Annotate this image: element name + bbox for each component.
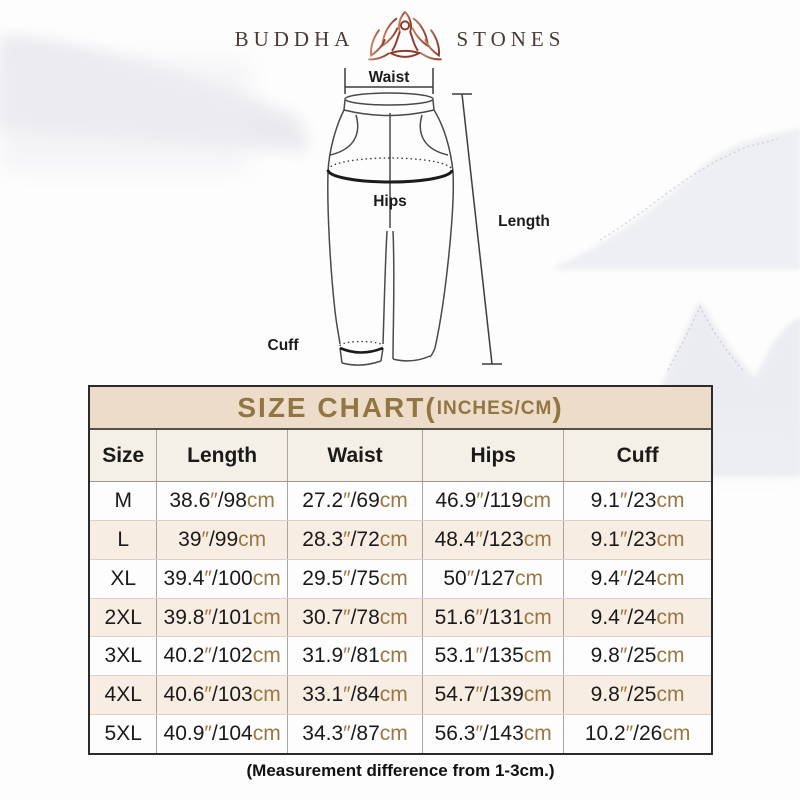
- size-cell: 3XL: [104, 644, 142, 668]
- measurement-note: (Measurement difference from 1-3cm.): [246, 761, 555, 780]
- measurement-cell: 28.3 ″ /72 cm: [287, 521, 422, 559]
- column-header-waist: Waist: [287, 430, 422, 481]
- table-row: [90, 675, 711, 714]
- measurement-cell: 31.9 ″ /81 cm: [287, 637, 422, 675]
- table-row: [90, 714, 711, 753]
- measurement-cell: 53.1 ″ /135 cm: [422, 637, 563, 675]
- size-cell: XL: [110, 566, 137, 590]
- size-cell: 2XL: [104, 605, 142, 629]
- size-cell: 4XL: [104, 683, 142, 707]
- title-main: SIZE CHART(: [237, 391, 437, 423]
- table-row: [90, 520, 711, 559]
- measurement-cell: 51.6 ″ /131 cm: [422, 599, 563, 637]
- measurement-cell: 48.4 ″ /123 cm: [422, 521, 563, 559]
- table-body: [90, 482, 711, 753]
- pants-measurement-diagram: [250, 66, 570, 380]
- measurement-cell: 33.1 ″ /84 cm: [287, 676, 422, 714]
- length-label: Length: [498, 213, 550, 230]
- measurement-cell: 9.8 ″ /25 cm: [563, 676, 711, 714]
- title-unit: INCHES/CM: [436, 398, 553, 419]
- size-chart-table: [88, 385, 713, 755]
- measurement-cell: 10.2 ″ /26 cm: [563, 715, 711, 753]
- column-header-hips: Hips: [422, 430, 563, 481]
- measurement-cell: 9.4 ″ /24 cm: [563, 560, 711, 598]
- lotus-meditation-icon: [366, 9, 444, 69]
- measurement-cell: 39 ″ /99 cm: [156, 521, 286, 559]
- measurement-cell: 30.7 ″ /78 cm: [287, 599, 422, 637]
- cuff-label: Cuff: [267, 337, 299, 354]
- measurement-cell: 9.8 ″ /25 cm: [563, 637, 711, 675]
- measurement-cell: 40.9 ″ /104 cm: [156, 715, 286, 753]
- table-row: [90, 559, 711, 598]
- size-cell: M: [114, 488, 132, 512]
- measurement-cell: 39.4 ″ /100 cm: [156, 560, 286, 598]
- column-header-cuff: Cuff: [563, 430, 711, 481]
- hips-label: Hips: [373, 193, 407, 210]
- brand-name-right: STONES: [456, 26, 566, 51]
- table-row: [90, 636, 711, 675]
- brand-name-left: BUDDHA: [234, 26, 355, 51]
- table-row: [90, 482, 711, 520]
- size-cell: L: [117, 527, 130, 551]
- measurement-cell: 46.9 ″ /119 cm: [422, 482, 563, 520]
- brand-logo: [0, 8, 800, 70]
- measurement-cell: 56.3 ″ /143 cm: [422, 715, 563, 753]
- measurement-cell: 40.2 ″ /102 cm: [156, 637, 286, 675]
- waist-label: Waist: [368, 69, 410, 86]
- column-header-size: Size: [102, 443, 145, 467]
- title-close: ): [552, 391, 564, 423]
- measurement-cell: 9.1 ″ /23 cm: [563, 521, 711, 559]
- measurement-cell: 38.6 ″ /98 cm: [156, 482, 286, 520]
- size-cell: 5XL: [104, 722, 142, 746]
- table-header-row: [90, 430, 711, 482]
- measurement-cell: 50 ″ /127 cm: [422, 560, 563, 598]
- measurement-cell: 40.6 ″ /103 cm: [156, 676, 286, 714]
- measurement-cell: 9.1 ″ /23 cm: [563, 482, 711, 520]
- measurement-cell: 9.4 ″ /24 cm: [563, 599, 711, 637]
- measurement-cell: 39.8 ″ /101 cm: [156, 599, 286, 637]
- measurement-cell: 54.7 ″ /139 cm: [422, 676, 563, 714]
- measurement-cell: 27.2 ″ /69 cm: [287, 482, 422, 520]
- column-header-length: Length: [156, 430, 286, 481]
- measurement-cell: 29.5 ″ /75 cm: [287, 560, 422, 598]
- table-row: [90, 598, 711, 637]
- measurement-cell: 34.3 ″ /87 cm: [287, 715, 422, 753]
- size-chart-title: [90, 387, 711, 430]
